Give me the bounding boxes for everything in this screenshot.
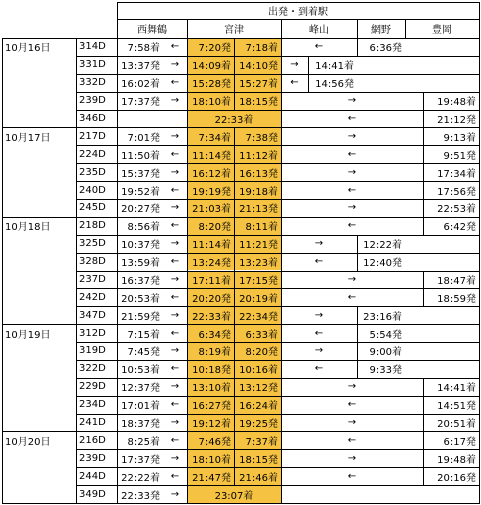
nishimaizuru-time: 22:33発: [121, 490, 160, 502]
column-rule: [234, 306, 235, 325]
column-rule: [308, 74, 309, 93]
miyazu-arrival-time: 21:03着: [187, 199, 234, 217]
nishimaizuru-time: 11:50着: [121, 150, 160, 162]
direction-arrow: →: [170, 488, 180, 500]
miyazu-departure-time: 13:23着: [234, 253, 281, 271]
miyazu-arrival-time: 10:18発: [187, 360, 234, 378]
train-number: 346D: [79, 112, 106, 124]
row-rule: [76, 485, 480, 486]
column-rule: [423, 431, 424, 450]
nishimaizuru-time: 7:15着: [127, 329, 160, 341]
column-rule: [234, 38, 235, 57]
column-rule: [234, 360, 235, 379]
direction-arrow: ←: [314, 363, 324, 375]
column-rule: [423, 449, 424, 468]
row-rule: [76, 56, 480, 57]
column-rule: [234, 127, 235, 146]
station-time: 18:59発: [437, 293, 476, 305]
column-rule: [405, 19, 406, 39]
row-rule: [76, 467, 480, 468]
nishimaizuru-time: 17:01着: [121, 401, 160, 413]
station-time: 17:56発: [437, 186, 476, 198]
column-rule: [234, 378, 235, 397]
nishimaizuru-time: 13:59着: [121, 258, 160, 270]
station-miyazu-header: 宮津: [224, 25, 244, 36]
miyazu-arrival-time: 11:14発: [187, 145, 234, 163]
miyazu-departure-time: 11:12着: [234, 145, 281, 163]
train-number: 319D: [79, 345, 106, 357]
station-time: 5:54発: [369, 329, 402, 341]
direction-arrow: →: [170, 202, 180, 214]
direction-arrow: →: [347, 95, 357, 107]
miyazu-departure-time: 7:37着: [234, 431, 281, 449]
column-rule: [308, 56, 309, 75]
direction-arrow: →: [170, 273, 180, 285]
miyazu-arrival-time: 7:34着: [187, 127, 234, 145]
direction-arrow: →: [314, 309, 324, 321]
direction-arrow: ←: [170, 148, 180, 160]
row-rule: [76, 253, 480, 254]
direction-arrow: →: [170, 381, 180, 393]
train-number: 244D: [79, 470, 106, 482]
train-number: 328D: [79, 256, 106, 268]
train-number: 224D: [79, 148, 106, 160]
nishimaizuru-time: 12:37発: [121, 383, 160, 395]
day-rule: [2, 431, 480, 432]
nishimaizuru-time: 8:56着: [127, 222, 160, 234]
direction-arrow: →: [347, 381, 357, 393]
column-rule: [234, 449, 235, 468]
station-amino-header: 網野: [371, 25, 391, 36]
direction-arrow: →: [170, 130, 180, 142]
train-number: 235D: [79, 166, 106, 178]
miyazu-arrival-time: 8:19着: [187, 342, 234, 360]
nishimaizuru-time: 16:02着: [121, 79, 160, 91]
row-rule: [76, 92, 480, 93]
row-rule: [76, 235, 480, 236]
column-rule: [234, 163, 235, 182]
station-mineyama-header: 峰山: [309, 25, 329, 36]
column-rule: [357, 235, 358, 254]
row-rule: [76, 74, 480, 75]
station-time: 19:48着: [437, 97, 476, 109]
direction-arrow: ←: [170, 256, 180, 268]
column-rule: [234, 56, 235, 75]
nishimaizuru-time: 15:37発: [121, 168, 160, 180]
miyazu-departure-time: 17:15発: [234, 271, 281, 289]
direction-arrow: ←: [347, 184, 357, 196]
column-rule: [234, 199, 235, 218]
day-rule: [2, 217, 480, 218]
station-time: 6:36発: [369, 43, 402, 55]
row-rule: [76, 378, 480, 379]
direction-arrow: →: [170, 59, 180, 71]
station-time: 9:13着: [443, 132, 476, 144]
train-number: 322D: [79, 363, 106, 375]
direction-arrow: ←: [170, 470, 180, 482]
column-rule: [76, 38, 77, 504]
train-number: 237D: [79, 273, 106, 285]
direction-arrow: →: [347, 452, 357, 464]
miyazu-departure-time: 22:34発: [234, 306, 281, 324]
miyazu-departure-time: 16:24着: [234, 396, 281, 414]
row-rule: [76, 271, 480, 272]
direction-arrow: →: [170, 345, 180, 357]
miyazu-arrival-time: 13:24発: [187, 253, 234, 271]
miyazu-time: 22:33着: [187, 110, 281, 128]
train-number: 241D: [79, 417, 106, 428]
miyazu-arrival-time: 20:20発: [187, 288, 234, 306]
nishimaizuru-time: 13:37発: [121, 61, 160, 73]
nishimaizuru-time: 18:37発: [121, 419, 160, 430]
direction-arrow: →: [170, 95, 180, 107]
station-time: 12:40発: [363, 258, 402, 270]
row-rule: [76, 306, 480, 307]
column-rule: [423, 378, 424, 397]
station-time: 19:48着: [437, 454, 476, 466]
date-label: 10月19日: [5, 329, 51, 341]
direction-arrow: →: [314, 345, 324, 357]
column-rule: [423, 288, 424, 307]
day-rule: [2, 127, 480, 128]
train-number: 242D: [79, 291, 106, 303]
row-rule: [76, 181, 480, 182]
miyazu-arrival-time: 21:47発: [187, 467, 234, 485]
miyazu-departure-time: 20:19着: [234, 288, 281, 306]
date-label: 10月17日: [5, 132, 51, 144]
miyazu-arrival-time: 7:20発: [187, 38, 234, 56]
station-time: 18:47着: [437, 275, 476, 287]
direction-arrow: →: [314, 238, 324, 250]
miyazu-arrival-time: 8:20発: [187, 217, 234, 235]
station-nishimaizuru-header: 西舞鶴: [137, 25, 167, 36]
column-rule: [423, 467, 424, 486]
direction-arrow: →: [290, 59, 299, 71]
direction-arrow: ←: [314, 41, 324, 53]
station-time: 9:51発: [443, 150, 476, 162]
station-time: 9:33発: [369, 365, 402, 377]
train-number: 312D: [79, 327, 106, 339]
direction-arrow: →: [170, 309, 180, 321]
direction-arrow: →: [170, 166, 180, 178]
nishimaizuru-time: 22:22着: [121, 472, 160, 484]
miyazu-arrival-time: 14:09着: [187, 56, 234, 74]
miyazu-arrival-time: 18:10着: [187, 92, 234, 110]
miyazu-departure-time: 19:25発: [234, 414, 281, 432]
miyazu-departure-time: 10:16着: [234, 360, 281, 378]
column-rule: [357, 360, 358, 379]
train-number: 331D: [79, 59, 106, 71]
direction-arrow: ←: [170, 184, 180, 196]
station-time: 6:42発: [443, 222, 476, 234]
miyazu-departure-time: 13:12発: [234, 378, 281, 396]
miyazu-departure-time: 11:21発: [234, 235, 281, 253]
train-number: 245D: [79, 202, 106, 214]
column-rule: [423, 396, 424, 415]
train-number: 234D: [79, 399, 106, 411]
direction-arrow: ←: [347, 470, 357, 482]
miyazu-time: 23:07着: [187, 485, 281, 503]
station-time: 14:51発: [437, 401, 476, 413]
nishimaizuru-time: 19:52着: [121, 186, 160, 198]
nishimaizuru-time: 20:27発: [121, 204, 160, 216]
column-rule: [234, 253, 235, 272]
station-time: 14:56発: [315, 79, 354, 91]
column-rule: [423, 163, 424, 182]
direction-arrow: ←: [170, 434, 180, 446]
miyazu-departure-time: 18:15発: [234, 449, 281, 467]
table-top-rule: [117, 2, 480, 3]
nishimaizuru-time: 7:45発: [127, 347, 160, 359]
column-rule: [423, 199, 424, 218]
direction-arrow: ←: [170, 41, 180, 53]
train-number: 349D: [79, 488, 106, 500]
nishimaizuru-time: 20:53着: [121, 293, 160, 305]
miyazu-departure-time: 6:33着: [234, 324, 281, 342]
station-time: 22:53着: [437, 204, 476, 216]
column-rule: [234, 92, 235, 111]
train-number: 218D: [79, 220, 106, 232]
train-number: 314D: [79, 41, 106, 53]
miyazu-arrival-time: 16:12着: [187, 163, 234, 181]
column-rule: [234, 217, 235, 236]
nishimaizuru-time: 17:37発: [121, 454, 160, 466]
nishimaizuru-time: 21:59発: [121, 311, 160, 323]
nishimaizuru-time: 8:25着: [127, 436, 160, 448]
column-rule: [234, 145, 235, 164]
miyazu-arrival-time: 17:11着: [187, 271, 234, 289]
station-time: 14:41着: [315, 61, 354, 73]
miyazu-departure-time: 19:18着: [234, 181, 281, 199]
column-rule: [187, 19, 188, 504]
direction-arrow: ←: [170, 220, 180, 232]
miyazu-departure-time: 16:13発: [234, 163, 281, 181]
miyazu-departure-time: 21:13発: [234, 199, 281, 217]
direction-arrow: →: [170, 417, 180, 428]
direction-arrow: →: [347, 166, 357, 178]
direction-arrow: ←: [347, 148, 357, 160]
column-rule: [234, 342, 235, 361]
miyazu-departure-time: 14:10発: [234, 56, 281, 74]
column-rule: [234, 181, 235, 200]
miyazu-arrival-time: 11:14着: [187, 235, 234, 253]
column-rule: [357, 19, 358, 39]
table-bottom-rule: [2, 503, 480, 504]
train-number: 239D: [79, 95, 106, 107]
station-time: 20:51着: [437, 419, 476, 430]
train-number: 347D: [79, 309, 106, 321]
nishimaizuru-time: 17:37発: [121, 97, 160, 109]
direction-arrow: ←: [170, 291, 180, 303]
nishimaizuru-time: 16:37発: [121, 275, 160, 287]
station-time: 20:16発: [437, 472, 476, 484]
column-rule: [423, 217, 424, 236]
direction-arrow: ←: [347, 434, 357, 446]
row-rule: [76, 360, 480, 361]
direction-arrow: →: [170, 452, 180, 464]
column-rule: [357, 306, 358, 325]
direction-arrow: ←: [290, 77, 299, 89]
station-toyooka-header: 豊岡: [432, 25, 452, 36]
column-rule: [357, 342, 358, 361]
date-label: 10月18日: [5, 222, 51, 234]
miyazu-departure-time: 15:27着: [234, 74, 281, 92]
miyazu-arrival-time: 18:10着: [187, 449, 234, 467]
column-rule: [357, 253, 358, 272]
direction-arrow: ←: [347, 112, 357, 124]
direction-arrow: →: [170, 238, 180, 250]
nishimaizuru-time: 7:01発: [127, 132, 160, 144]
row-rule: [76, 449, 480, 450]
miyazu-departure-time: 8:20発: [234, 342, 281, 360]
column-rule: [234, 396, 235, 415]
train-number: 240D: [79, 184, 106, 196]
column-rule: [2, 38, 3, 504]
column-rule: [234, 467, 235, 486]
row-rule: [76, 396, 480, 397]
column-rule: [423, 127, 424, 146]
day-rule: [2, 324, 480, 325]
column-rule: [117, 2, 118, 504]
miyazu-departure-time: 7:18着: [234, 38, 281, 56]
direction-arrow: ←: [170, 399, 180, 411]
station-time: 14:41着: [437, 383, 476, 395]
direction-arrow: ←: [347, 399, 357, 411]
date-label: 10月16日: [5, 43, 51, 55]
column-rule: [234, 235, 235, 254]
direction-arrow: →: [347, 273, 357, 285]
nishimaizuru-time: 10:37発: [121, 240, 160, 252]
station-time: 12:22着: [363, 240, 402, 252]
column-rule: [281, 19, 282, 504]
miyazu-departure-time: 21:46着: [234, 467, 281, 485]
row-rule: [76, 414, 480, 415]
nishimaizuru-time: 7:58着: [127, 43, 160, 55]
column-rule: [357, 38, 358, 57]
row-rule: [76, 288, 480, 289]
row-rule: [76, 110, 480, 111]
header-bottom-rule: [2, 38, 480, 39]
train-number: 325D: [79, 238, 106, 250]
train-number: 229D: [79, 381, 106, 393]
direction-arrow: →: [347, 130, 357, 142]
column-rule: [423, 145, 424, 164]
station-time: 9:00着: [369, 347, 402, 359]
column-rule: [234, 324, 235, 343]
miyazu-arrival-time: 16:27発: [187, 396, 234, 414]
row-rule: [76, 145, 480, 146]
row-rule: [76, 342, 480, 343]
direction-arrow: ←: [347, 220, 357, 232]
column-rule: [234, 288, 235, 307]
row-rule: [76, 163, 480, 164]
direction-arrow: ←: [347, 291, 357, 303]
miyazu-arrival-time: 19:12着: [187, 414, 234, 432]
train-number: 217D: [79, 130, 106, 142]
direction-arrow: →: [347, 417, 357, 428]
station-time: 17:34着: [437, 168, 476, 180]
column-rule: [234, 74, 235, 93]
train-number: 332D: [79, 77, 106, 89]
row-rule: [76, 199, 480, 200]
column-rule: [479, 2, 480, 504]
miyazu-departure-time: 18:15発: [234, 92, 281, 110]
column-rule: [423, 92, 424, 111]
direction-arrow: ←: [170, 327, 180, 339]
date-label: 10月20日: [5, 436, 51, 448]
miyazu-arrival-time: 22:33着: [187, 306, 234, 324]
column-rule: [423, 181, 424, 200]
miyazu-arrival-time: 13:10着: [187, 378, 234, 396]
miyazu-arrival-time: 6:34発: [187, 324, 234, 342]
miyazu-arrival-time: 19:19発: [187, 181, 234, 199]
miyazu-arrival-time: 7:46発: [187, 431, 234, 449]
station-time: 23:16着: [363, 311, 402, 323]
miyazu-departure-time: 8:11着: [234, 217, 281, 235]
miyazu-departure-time: 7:38発: [234, 127, 281, 145]
train-number: 216D: [79, 434, 106, 446]
column-rule: [234, 431, 235, 450]
train-number: 239D: [79, 452, 106, 464]
nishimaizuru-time: 10:53着: [121, 365, 160, 377]
column-rule: [357, 324, 358, 343]
direction-arrow: ←: [314, 256, 324, 268]
direction-arrow: →: [347, 202, 357, 214]
station-time: 6:17発: [443, 436, 476, 448]
direction-arrow: ←: [170, 363, 180, 375]
header-rule: [117, 19, 480, 20]
station-time: 21:12発: [437, 114, 476, 126]
direction-arrow: ←: [170, 77, 180, 89]
miyazu-arrival-time: 15:28発: [187, 74, 234, 92]
header-title: 出発・到着駅: [268, 7, 328, 18]
direction-arrow: ←: [314, 327, 324, 339]
